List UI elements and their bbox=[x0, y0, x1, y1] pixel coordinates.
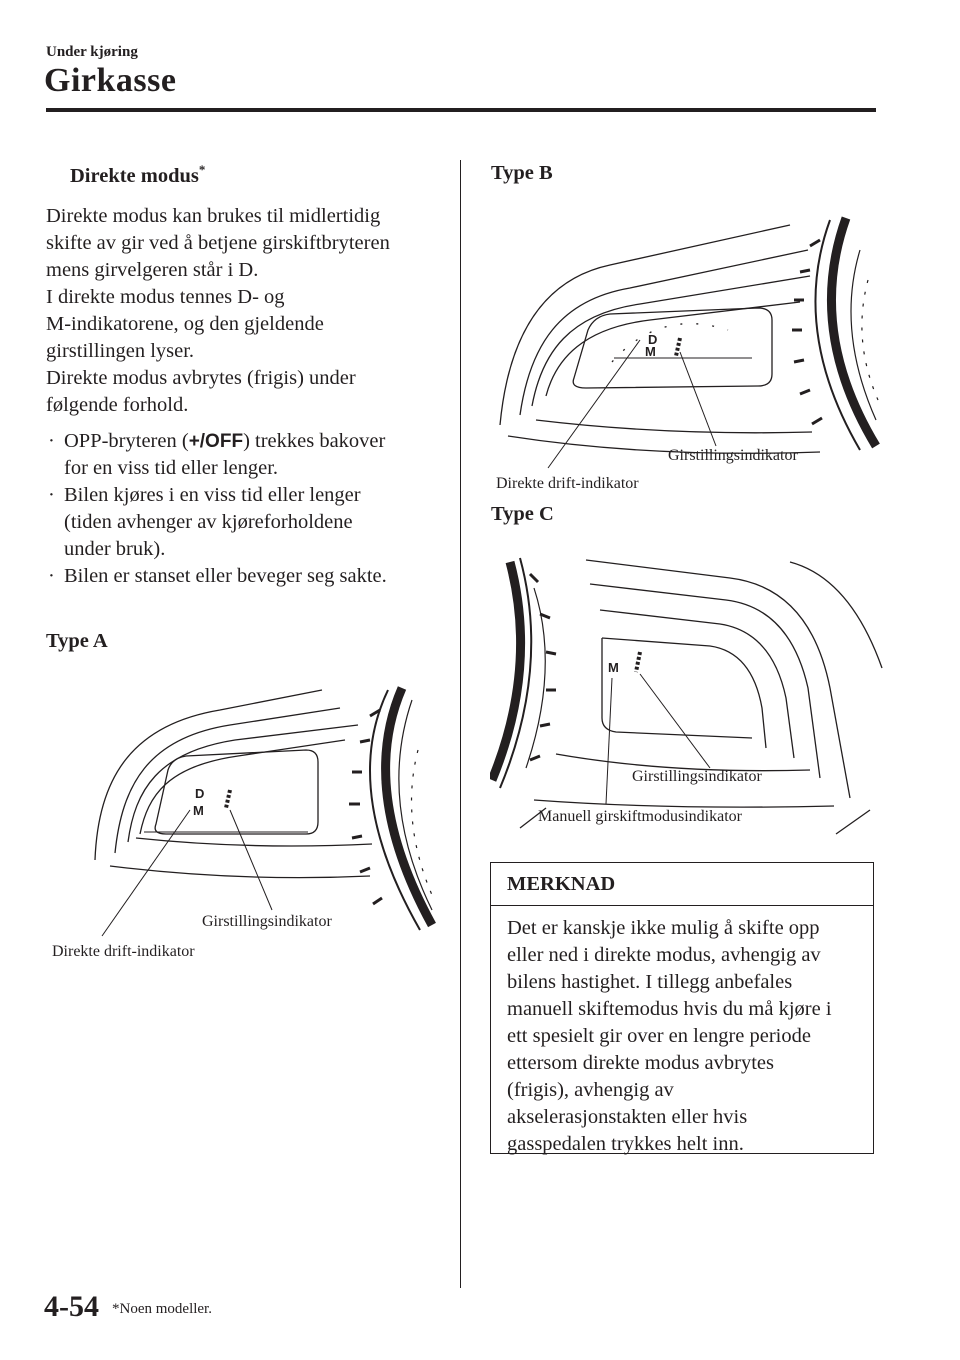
type-a-heading: Type A bbox=[46, 630, 108, 652]
paragraph-line: Direkte modus avbrytes (frigis) under bbox=[46, 367, 356, 389]
note-line: akselerasjonstakten eller hvis bbox=[507, 1106, 748, 1128]
manual-indicator-m: M bbox=[193, 803, 204, 818]
list-item bbox=[46, 563, 446, 590]
gear-position-label: Girstillingsindikator bbox=[632, 768, 762, 785]
manual-indicator-m: M bbox=[645, 344, 656, 359]
direct-drive-label: Direkte drift-indikator bbox=[52, 943, 195, 960]
paragraph-line: følgende forhold. bbox=[46, 394, 189, 416]
bullet-line: Bilen er stanset eller beveger seg sakte. bbox=[64, 565, 387, 587]
gear-position-label: Girstillingsindikator bbox=[202, 913, 332, 930]
note-box bbox=[490, 862, 874, 1154]
bullet-dot: · bbox=[48, 484, 55, 506]
note-line: eller ned i direkte modus, avhengig av bbox=[507, 944, 821, 966]
bullet-dot: · bbox=[48, 565, 55, 587]
type-b-heading: Type B bbox=[491, 162, 553, 184]
note-line: ettersom direkte modus avbrytes bbox=[507, 1052, 775, 1074]
paragraph-line: Direkte modus kan brukes til midlertidig bbox=[46, 205, 381, 227]
note-line: gasspedalen trykkes helt inn. bbox=[507, 1133, 744, 1155]
footnote: *Noen modeller. bbox=[112, 1301, 212, 1317]
note-line: manuell skiftemodus hvis du må kjøre i bbox=[507, 998, 832, 1020]
direct-indicator-d: D bbox=[195, 786, 205, 801]
bullet-text: OPP-bryteren ( bbox=[64, 430, 189, 452]
bullet-line: for en viss tid eller lenger. bbox=[64, 457, 279, 479]
list-item bbox=[46, 482, 446, 563]
direct-indicator-d: D bbox=[648, 332, 658, 347]
note-line: Det er kanskje ikke mulig å skifte opp bbox=[507, 917, 820, 939]
note-body bbox=[491, 906, 873, 1158]
subheading-direct-mode bbox=[70, 162, 205, 188]
bullet-line: under bruk). bbox=[64, 538, 166, 560]
type-a-dashboard-illustration bbox=[40, 670, 440, 970]
intro-paragraph bbox=[46, 203, 446, 419]
gear-position-digit bbox=[636, 652, 640, 672]
note-line: ett spesielt gir over en lengre periode bbox=[507, 1025, 811, 1047]
footnote-mark: * bbox=[198, 162, 206, 177]
bullet-line bbox=[64, 428, 446, 455]
gear-position-label: Girstillingsindikator bbox=[668, 447, 798, 464]
direct-drive-label: Direkte drift-indikator bbox=[496, 475, 639, 492]
bullet-text: ) trekkes bakover bbox=[243, 430, 386, 452]
paragraph-line: M-indikatorene, og den gjeldende bbox=[46, 313, 324, 335]
page-title: Girkasse bbox=[44, 62, 177, 99]
gear-position-digit bbox=[226, 790, 230, 808]
paragraph-line: skifte av gir ved å betjene girskiftbryteren bbox=[46, 232, 390, 254]
type-c-dashboard-illustration bbox=[490, 548, 890, 838]
title-rule bbox=[46, 108, 876, 112]
subheading-text: Direkte modus bbox=[70, 164, 199, 187]
manual-mode-indicator-label: Manuell girskiftmodusindikator bbox=[538, 808, 742, 825]
paragraph-line: mens girvelgeren står i D. bbox=[46, 259, 259, 281]
bullet-dot: · bbox=[48, 430, 55, 452]
bullet-line: (tiden avhenger av kjøreforholdene bbox=[64, 511, 353, 533]
column-divider bbox=[460, 160, 461, 1288]
section-label: Under kjøring bbox=[46, 44, 138, 60]
note-heading: MERKNAD bbox=[491, 863, 873, 906]
list-item bbox=[46, 428, 446, 482]
page-number: 4-54 bbox=[44, 1290, 99, 1323]
note-line: (frigis), avhengig av bbox=[507, 1079, 674, 1101]
note-line: bilens hastighet. I tillegg anbefales bbox=[507, 971, 793, 993]
plus-off-switch-symbol: +/OFF bbox=[188, 431, 244, 452]
gear-position-digit bbox=[676, 338, 680, 356]
paragraph-line: I direkte modus tennes D- og bbox=[46, 286, 285, 308]
bullet-line: Bilen kjøres i en viss tid eller lenger bbox=[64, 484, 361, 506]
type-c-heading: Type C bbox=[491, 503, 554, 525]
manual-indicator-m: M bbox=[608, 660, 619, 675]
paragraph-line: girstillingen lyser. bbox=[46, 340, 195, 362]
condition-list bbox=[46, 428, 446, 590]
type-b-dashboard-illustration bbox=[490, 210, 890, 500]
